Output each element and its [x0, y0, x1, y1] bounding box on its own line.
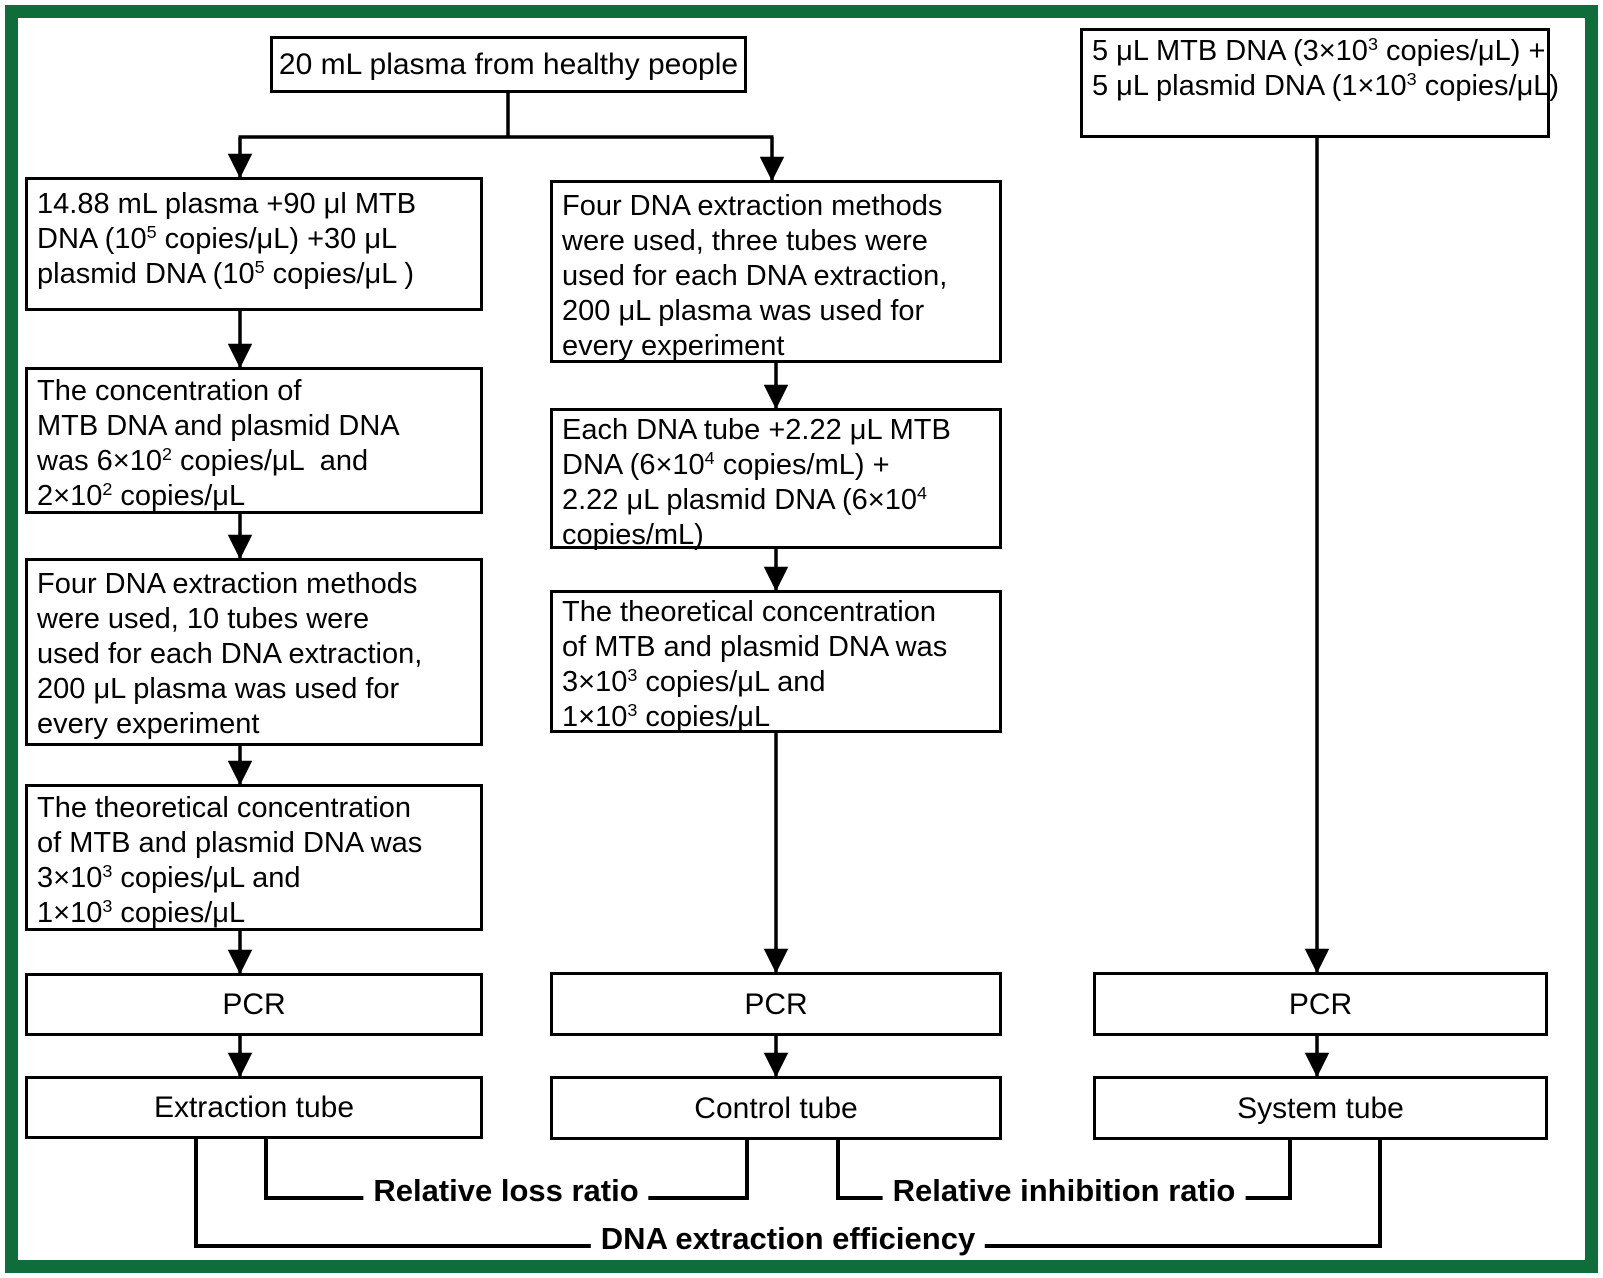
box-pcr-mid: PCR — [550, 972, 1002, 1036]
box-pcr-left: PCR — [25, 973, 483, 1036]
label-relative-loss-ratio: Relative loss ratio — [363, 1173, 648, 1209]
box-plasma-spike: 14.88 mL plasma +90 μl MTB DNA ($10^5$ copies/μL) +30 μL plasmid DNA ($10^5$ copies/μL ) — [25, 177, 483, 311]
box-theoretical-concentration-left: The theoretical concentration of MTB and plasmid DNA was $3\times 10^3$ copies/μL and $1\times 10^3$ copies/μL — [25, 784, 483, 931]
box-spiked-dna-mix: 5 μL MTB DNA ($3\times 10^3$ copies/μL) + 5 μL plasmid DNA ($1\times 10^3$ copies/μL) — [1080, 28, 1550, 138]
box-extraction-methods-10-tubes: Four DNA extraction methods were used, 10 tubes were used for each DNA extraction, 200 μL plasma was used for every experiment — [25, 558, 483, 746]
label-dna-extraction-efficiency: DNA extraction efficiency — [591, 1221, 985, 1257]
box-theoretical-concentration-mid: The theoretical concentration of MTB and plasmid DNA was $3\times 10^3$ copies/μL and $1\times 10^3$ copies/μL — [550, 590, 1002, 733]
box-pcr-right: PCR — [1093, 972, 1548, 1036]
box-concentration: The concentration of MTB DNA and plasmid DNA was $6\times 10^2$ copies/μL and $2\times 10^2$ copies/μL — [25, 367, 483, 514]
box-20ml-plasma: 20 mL plasma from healthy people — [270, 36, 747, 93]
box-dna-tube-spike: Each DNA tube +2.22 μL MTB DNA ($6\times 10^4$ copies/mL) + 2.22 μL plasmid DNA ($6\times 10^4$ copies/mL) — [550, 408, 1002, 549]
box-extraction-tube: Extraction tube — [25, 1076, 483, 1139]
box-control-tube: Control tube — [550, 1076, 1002, 1140]
box-extraction-methods-three-tubes: Four DNA extraction methods were used, three tubes were used for each DNA extraction, 200 μL plasma was used for every experiment — [550, 180, 1002, 363]
label-relative-inhibition-ratio: Relative inhibition ratio — [883, 1173, 1246, 1209]
box-system-tube: System tube — [1093, 1076, 1548, 1140]
